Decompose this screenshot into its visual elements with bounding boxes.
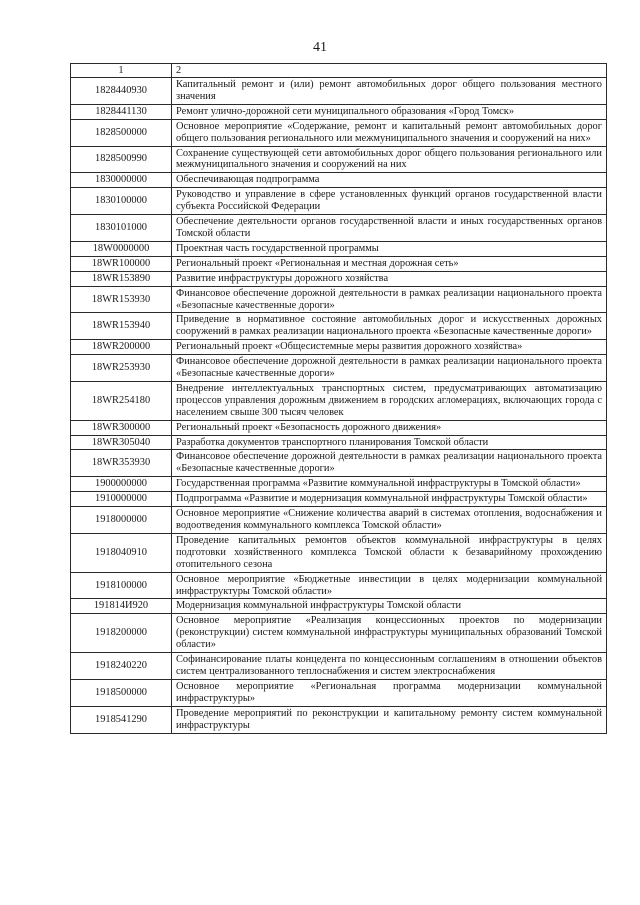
row-description: Финансовое обеспечение дорожной деятельности в рамках реализации национального проекта «Безопасные качественные дороги»: [172, 450, 607, 477]
table-row: [71, 653, 607, 680]
table-row: [71, 215, 607, 242]
row-code: 18WR153890: [71, 271, 172, 286]
row-description: Основное мероприятие «Содержание, ремонт и капитальный ремонт автомобильных дорог общего пользования регионального или межмуниципального значения и сооружений на них»: [172, 119, 607, 146]
row-description: Основное мероприятие «Бюджетные инвестиции в целях модернизации коммунальной инфраструктуры Томской области»: [172, 572, 607, 599]
row-description: Развитие инфраструктуры дорожного хозяйства: [172, 271, 607, 286]
table-row: [71, 533, 607, 572]
table-row: [71, 492, 607, 507]
row-description: Приведение в нормативное состояние автомобильных дорог и искусственных дорожных сооружений в рамках реализации национального проекта «Безопасные качественные дороги»: [172, 313, 607, 340]
table-row: [71, 340, 607, 355]
row-code: 1830100000: [71, 188, 172, 215]
row-code: 18WR300000: [71, 420, 172, 435]
row-description: Обеспечение деятельности органов государственной власти и иных государственных органов Томской области: [172, 215, 607, 242]
row-description: Основное мероприятие «Реализация концессионных проектов по модернизации (реконструкции) систем коммунальной инфраструктуры муниципальных образований Томской области»: [172, 614, 607, 653]
table-row: [71, 119, 607, 146]
row-description: Региональный проект «Общесистемные меры развития дорожного хозяйства»: [172, 340, 607, 355]
table-row: [71, 614, 607, 653]
table-row: [71, 435, 607, 450]
row-description: Основное мероприятие «Региональная программа модернизации коммунальной инфраструктуры»: [172, 679, 607, 706]
table-row: [71, 173, 607, 188]
table-row: [71, 679, 607, 706]
row-code: 1828441130: [71, 104, 172, 119]
row-code: 1918541290: [71, 706, 172, 733]
row-description: Обеспечивающая подпрограмма: [172, 173, 607, 188]
table-row: [71, 572, 607, 599]
row-code: 1910000000: [71, 492, 172, 507]
row-description: Ремонт улично-дорожной сети муниципального образования «Город Томск»: [172, 104, 607, 119]
row-code: 18WR353930: [71, 450, 172, 477]
row-code: 18WR100000: [71, 256, 172, 271]
row-description: Проведение капитальных ремонтов объектов коммунальной инфраструктуры в целях подготовки хозяйственного комплекса Томской области к безаварийному прохождению отопительного сезона: [172, 533, 607, 572]
table-row: [71, 271, 607, 286]
row-code: 18WR253930: [71, 355, 172, 382]
row-description: Финансовое обеспечение дорожной деятельности в рамках реализации национального проекта «Безопасные качественные дороги»: [172, 286, 607, 313]
row-code: 191814И920: [71, 599, 172, 614]
table-row: [71, 355, 607, 382]
row-code: 1918200000: [71, 614, 172, 653]
table-body: [71, 64, 607, 734]
row-code: 1918040910: [71, 533, 172, 572]
row-code: 18WR153940: [71, 313, 172, 340]
row-description: Модернизация коммунальной инфраструктуры Томской области: [172, 599, 607, 614]
row-description: Проведение мероприятий по реконструкции и капитальному ремонту систем коммунальной инфраструктуры: [172, 706, 607, 733]
row-code: 1830101000: [71, 215, 172, 242]
table-row: [71, 507, 607, 534]
row-code: 18WR200000: [71, 340, 172, 355]
table-row: [71, 188, 607, 215]
page-number: 41: [313, 40, 327, 55]
row-code: 1828500990: [71, 146, 172, 173]
table-row: [71, 146, 607, 173]
row-description: Подпрограмма «Развитие и модернизация коммунальной инфраструктуры Томской области»: [172, 492, 607, 507]
row-code: 1918000000: [71, 507, 172, 534]
row-description: Софинансирование платы концедента по концессионным соглашениям в отношении объектов систем централизованного теплоснабжения и систем электроснабжения: [172, 653, 607, 680]
table-row: [71, 241, 607, 256]
table-row: [71, 599, 607, 614]
row-description: Сохранение существующей сети автомобильных дорог общего пользования регионального или межмуниципального значения и сооружений на них: [172, 146, 607, 173]
row-description: Финансовое обеспечение дорожной деятельности в рамках реализации национального проекта «Безопасные качественные дороги»: [172, 355, 607, 382]
row-description: Внедрение интеллектуальных транспортных систем, предусматривающих автоматизацию процессов управления дорожным движением в городских агломерациях, включающих города с населением свыше 300 тысяч человек: [172, 381, 607, 420]
table-row: [71, 313, 607, 340]
row-description: Государственная программа «Развитие коммунальной инфраструктуры в Томской области»: [172, 477, 607, 492]
row-code: 18W0000000: [71, 241, 172, 256]
row-description: Капитальный ремонт и (или) ремонт автомобильных дорог общего пользования местного значения: [172, 78, 607, 105]
table-row: [71, 420, 607, 435]
table-header-row: [71, 64, 607, 78]
table-row: [71, 477, 607, 492]
row-description: Руководство и управление в сфере установленных функций органов государственной власти субъекта Российской Федерации: [172, 188, 607, 215]
row-description: Региональный проект «Региональная и местная дорожная сеть»: [172, 256, 607, 271]
row-code: 1918500000: [71, 679, 172, 706]
row-code: 18WR254180: [71, 381, 172, 420]
row-description: Основное мероприятие «Снижение количества аварий в системах отопления, водоснабжения и водоотведения коммунального комплекса Томской области»: [172, 507, 607, 534]
row-code: 1828500000: [71, 119, 172, 146]
table-row: [71, 286, 607, 313]
row-description: Разработка документов транспортного планирования Томской области: [172, 435, 607, 450]
table-row: [71, 78, 607, 105]
row-code: 18WR153930: [71, 286, 172, 313]
table-row: [71, 104, 607, 119]
row-code: 1900000000: [71, 477, 172, 492]
table-row: [71, 450, 607, 477]
table-row: [71, 706, 607, 733]
row-code: 1828440930: [71, 78, 172, 105]
table-row: [71, 381, 607, 420]
budget-codes-table: [70, 63, 607, 734]
row-code: 1830000000: [71, 173, 172, 188]
table-row: [71, 256, 607, 271]
row-code: 18WR305040: [71, 435, 172, 450]
row-description: Проектная часть государственной программы: [172, 241, 607, 256]
row-code: 1918240220: [71, 653, 172, 680]
row-code: 1918100000: [71, 572, 172, 599]
column-header-2: 2: [172, 64, 607, 78]
column-header-1: 1: [71, 64, 172, 78]
row-description: Региональный проект «Безопасность дорожного движения»: [172, 420, 607, 435]
